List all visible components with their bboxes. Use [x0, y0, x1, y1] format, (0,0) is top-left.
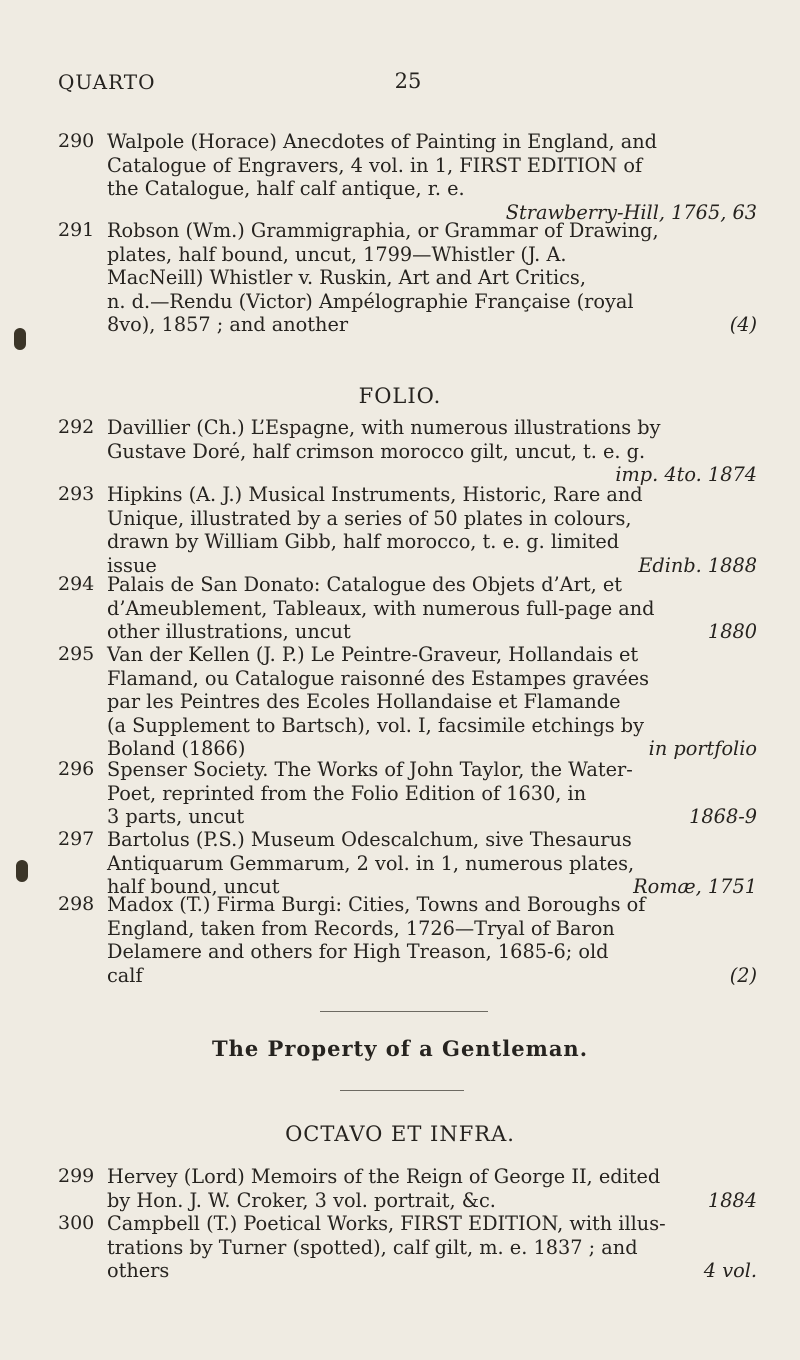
entry-description	[107, 483, 757, 577]
entry-line-text: Hervey (Lord) Memoirs of the Reign of George II, edited	[107, 1165, 661, 1188]
entry-line-text: (a Supplement to Bartsch), vol. I, facsimile etchings by	[107, 713, 645, 737]
entry-line-text: Davillier (Ch.) L’Espagne, with numerous illustrations by	[107, 416, 661, 439]
lot-number: 291	[58, 219, 95, 241]
entry-line	[107, 219, 757, 243]
entry-line-text: Poet, reprinted from the Folio Edition of 1630, in	[107, 781, 587, 805]
entry-imprint: Edinb. 1888	[638, 553, 757, 577]
entry-line-text: other illustrations, uncut	[107, 620, 351, 643]
entry-line	[107, 714, 757, 738]
entry-description	[107, 643, 757, 761]
entry-line	[107, 828, 757, 852]
entry-line	[107, 177, 757, 201]
entry-line-text: n. d.—Rendu (Victor) Ampélographie Française (royal	[107, 289, 634, 313]
entry-description	[107, 573, 757, 644]
entry-line-text: trations by Turner (spotted), calf gilt, m. e. 1837 ; and	[107, 1235, 638, 1259]
entry-imprint: in portfolio	[648, 737, 757, 760]
entry-line	[107, 154, 757, 178]
entry-line-text: others	[107, 1259, 170, 1282]
entry-line-text: Madox (T.) Firma Burgi: Cities, Towns and Boroughs of	[107, 893, 646, 916]
entry-line-text: by Hon. J. W. Croker, 3 vol. portrait, &c.	[107, 1188, 496, 1212]
entry-line	[107, 758, 757, 782]
entry-line	[107, 893, 757, 917]
entry-description	[107, 758, 757, 829]
lot-number: 294	[58, 573, 95, 595]
entry-line	[107, 620, 757, 644]
entry-line	[107, 737, 757, 761]
entry-line	[107, 1189, 757, 1213]
entry-line-text: half bound, uncut	[107, 875, 280, 898]
entry-line	[107, 243, 757, 267]
entry-line	[107, 805, 757, 829]
entry-line	[107, 507, 757, 531]
entry-line-text: Antiquarum Gemmarum, 2 vol. in 1, numerous plates,	[107, 851, 635, 875]
entry-line-text: MacNeill) Whistler v. Ruskin, Art and Art Critics,	[107, 266, 586, 289]
entry-line	[107, 573, 757, 597]
entry-imprint: (2)	[729, 963, 757, 987]
property-heading: The Property of a Gentleman.	[211, 1036, 589, 1061]
entry-line-text: Robson (Wm.) Grammigraphia, or Grammar of Drawing,	[107, 219, 659, 242]
entry-imprint: 4 vol.	[703, 1259, 757, 1282]
entry-description	[107, 416, 757, 487]
entry-line	[107, 940, 757, 964]
entry-line	[107, 1236, 757, 1260]
entry-line-text: Flamand, ou Catalogue raisonné des Estampes gravées	[107, 666, 650, 690]
entry-imprint: 1884	[707, 1188, 757, 1212]
lot-number: 300	[58, 1212, 95, 1234]
entry-line	[107, 852, 757, 876]
entry-line	[107, 597, 757, 621]
entry-line-text: Catalogue of Engravers, 4 vol. in 1, FIRST EDITION of	[107, 153, 643, 177]
binding-hole-mark	[14, 328, 26, 350]
entry-line	[107, 483, 757, 507]
entry-imprint: imp. 4to. 1874	[615, 463, 757, 486]
entry-line	[107, 690, 757, 714]
binding-hole-mark	[16, 860, 28, 882]
entry-line-text: Walpole (Horace) Anecdotes of Painting in England, and	[107, 130, 658, 153]
entry-line	[107, 416, 757, 440]
entry-description	[107, 828, 757, 899]
entry-description	[107, 893, 757, 987]
entry-line-text: the Catalogue, half calf antique, r. e.	[107, 177, 465, 200]
entry-line	[107, 643, 757, 667]
entry-line-text: Campbell (T.) Poetical Works, FIRST EDITION, with illus-	[107, 1212, 666, 1235]
entry-line-text: Spenser Society. The Works of John Taylor, the Water-	[107, 758, 633, 781]
entry-line-text: Bartolus (P.S.) Museum Odescalchum, sive Thesaurus	[107, 828, 632, 851]
entry-description	[107, 1212, 757, 1283]
lot-number: 298	[58, 893, 95, 915]
entry-line	[107, 266, 757, 290]
entry-line	[107, 530, 757, 554]
running-head: QUARTO	[58, 70, 156, 94]
entry-line-text: Hipkins (A. J.) Musical Instruments, Historic, Rare and	[107, 483, 643, 506]
entry-line-text: d’Ameublement, Tableaux, with numerous full-page and	[107, 596, 655, 620]
lot-number: 299	[58, 1165, 95, 1187]
lot-number: 297	[58, 828, 95, 850]
entry-line	[107, 313, 757, 337]
entry-line-text: 3 parts, uncut	[107, 805, 245, 828]
entry-imprint: 1880	[707, 620, 757, 643]
entry-line-text: drawn by William Gibb, half morocco, t. e. g. limited	[107, 530, 620, 553]
section-heading-octavo: OCTAVO ET INFRA.	[285, 1122, 515, 1146]
entry-description	[107, 130, 757, 224]
entry-line	[107, 917, 757, 941]
entry-line	[107, 1259, 757, 1283]
entry-line-text: Boland (1866)	[107, 737, 246, 760]
entry-line-text: calf	[107, 963, 143, 987]
entry-line-text: Delamere and others for High Treason, 1685-6; old	[107, 940, 609, 963]
entry-imprint: Strawberry-Hill, 1765, 63	[505, 200, 757, 224]
entry-line-text: plates, half bound, uncut, 1799—Whistler (J. A.	[107, 242, 567, 266]
lot-number: 292	[58, 416, 95, 438]
section-heading-folio: FOLIO.	[358, 384, 442, 408]
divider-rule	[340, 1090, 464, 1091]
entry-line	[107, 667, 757, 691]
entry-line-text: Unique, illustrated by a series of 50 plates in colours,	[107, 506, 632, 530]
entry-imprint: 1868-9	[689, 805, 757, 828]
entry-line-text: par les Peintres des Ecoles Hollandaise et Flamande	[107, 690, 621, 713]
entry-line	[107, 290, 757, 314]
entry-description	[107, 1165, 757, 1212]
page-header	[58, 70, 758, 100]
lot-number: 296	[58, 758, 95, 780]
entry-line	[107, 1212, 757, 1236]
entry-line-text: Van der Kellen (J. P.) Le Peintre-Graveur, Hollandais et	[107, 643, 639, 666]
entry-imprint: (4)	[729, 313, 757, 336]
page-number: 25	[394, 69, 422, 93]
entry-line	[107, 782, 757, 806]
entry-line-text: England, taken from Records, 1726—Tryal of Baron	[107, 916, 615, 940]
divider-rule	[320, 1011, 488, 1012]
lot-number: 290	[58, 130, 95, 152]
entry-line	[107, 440, 757, 464]
entry-description	[107, 219, 757, 337]
entry-line-text: issue	[107, 553, 157, 577]
entry-line	[107, 964, 757, 988]
lot-number: 293	[58, 483, 95, 505]
lot-number: 295	[58, 643, 95, 665]
entry-line-text: 8vo), 1857 ; and another	[107, 313, 349, 336]
entry-line-text: Gustave Doré, half crimson morocco gilt, uncut, t. e. g.	[107, 439, 646, 463]
entry-line	[107, 130, 757, 154]
entry-line	[107, 1165, 757, 1189]
entry-line-text: Palais de San Donato: Catalogue des Objets d’Art, et	[107, 573, 622, 596]
entry-imprint: Romæ, 1751	[633, 875, 757, 898]
